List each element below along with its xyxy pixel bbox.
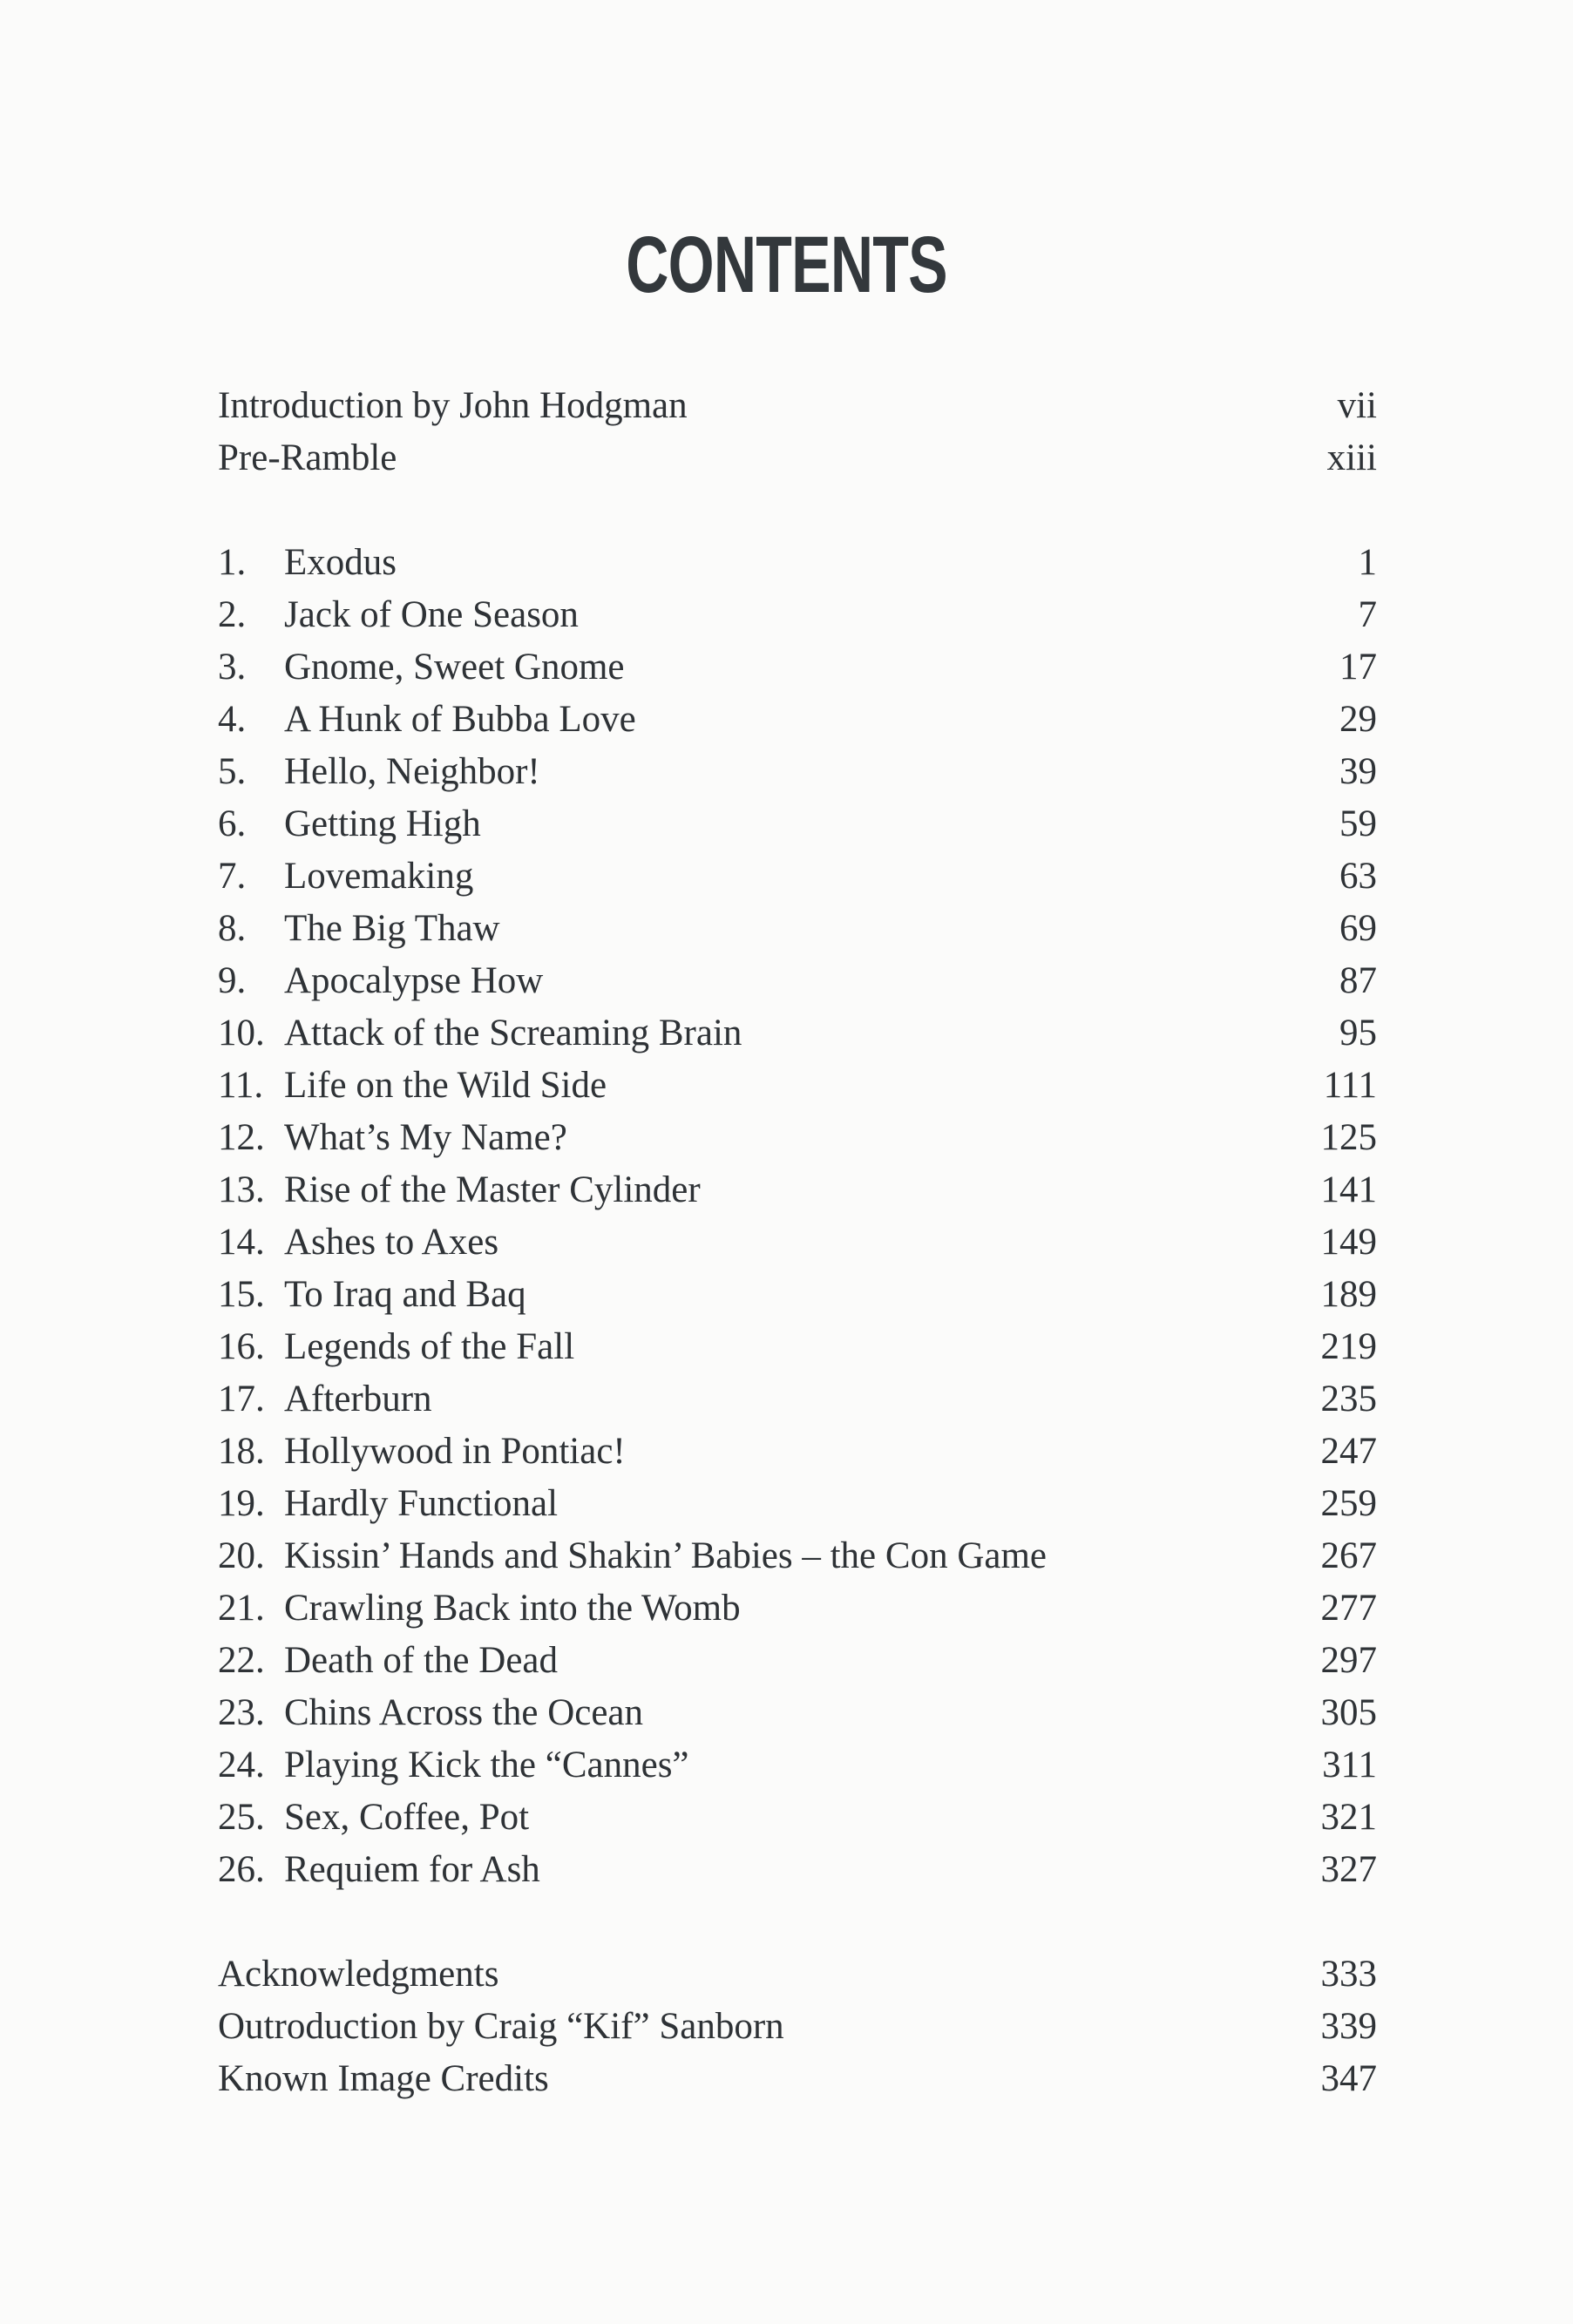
chapter-number: 16. — [218, 1326, 265, 1367]
toc-entry[interactable] — [218, 530, 1377, 582]
chapter-number: 7. — [218, 856, 247, 897]
chapter-number: 11. — [218, 1065, 264, 1106]
page-number: xiii — [1326, 437, 1377, 478]
entry-title: Lovemaking — [284, 856, 474, 897]
toc-entry[interactable] — [218, 844, 1377, 896]
toc-entry[interactable] — [218, 1314, 1377, 1366]
toc-entry[interactable] — [218, 1680, 1377, 1732]
entry-title: Afterburn — [284, 1379, 432, 1419]
chapter-number: 20. — [218, 1535, 265, 1576]
page-number: 305 — [1320, 1692, 1377, 1733]
chapter-number: 12. — [218, 1117, 265, 1158]
toc-entry[interactable] — [218, 1837, 1377, 1889]
toc-entry[interactable] — [218, 373, 1377, 425]
toc-entry[interactable] — [218, 1157, 1377, 1209]
page-number: 311 — [1322, 1745, 1377, 1785]
entry-title: Getting High — [284, 803, 481, 844]
toc-entry[interactable] — [218, 1523, 1377, 1575]
toc-entry[interactable] — [218, 1471, 1377, 1523]
table-of-contents — [218, 373, 1377, 2098]
entry-title: A Hunk of Bubba Love — [284, 699, 636, 740]
toc-entry[interactable] — [218, 687, 1377, 739]
page-number: 277 — [1320, 1588, 1377, 1629]
entry-title: Requiem for Ash — [284, 1849, 540, 1890]
page-number: 149 — [1320, 1222, 1377, 1263]
page-number: 59 — [1339, 803, 1377, 844]
entry-title: Apocalypse How — [284, 960, 544, 1001]
toc-entry[interactable] — [218, 634, 1377, 687]
page-number: 125 — [1320, 1117, 1377, 1158]
entry-title: Hello, Neighbor! — [284, 751, 540, 792]
toc-entry[interactable] — [218, 1105, 1377, 1157]
toc-entry[interactable] — [218, 1785, 1377, 1837]
entry-title: Rise of the Master Cylinder — [284, 1169, 701, 1210]
page-number: 17 — [1339, 647, 1377, 688]
page-number: 95 — [1339, 1013, 1377, 1054]
entry-title: Gnome, Sweet Gnome — [284, 647, 625, 688]
toc-entry[interactable] — [218, 1732, 1377, 1785]
chapter-number: 6. — [218, 803, 247, 844]
chapter-number: 2. — [218, 594, 247, 635]
page-number: 267 — [1320, 1535, 1377, 1576]
chapter-number: 4. — [218, 699, 247, 740]
page-number: 63 — [1339, 856, 1377, 897]
chapter-number: 1. — [218, 542, 247, 583]
entry-title: Kissin’ Hands and Shakin’ Babies – the Con Game — [284, 1535, 1047, 1576]
page-number: 141 — [1320, 1169, 1377, 1210]
entry-title: Ashes to Axes — [284, 1222, 499, 1263]
toc-entry[interactable] — [218, 1628, 1377, 1680]
chapter-number: 18. — [218, 1431, 265, 1472]
entry-title: Crawling Back into the Womb — [284, 1588, 741, 1629]
page-number: 39 — [1339, 751, 1377, 792]
page-number: 333 — [1320, 1954, 1377, 1995]
entry-title: Introduction by John Hodgman — [218, 385, 688, 426]
toc-entry[interactable] — [218, 1575, 1377, 1628]
page-number: 29 — [1339, 699, 1377, 740]
toc-entry[interactable] — [218, 1262, 1377, 1314]
entry-title: Pre-Ramble — [218, 437, 397, 478]
entry-title: Death of the Dead — [284, 1640, 558, 1681]
page-number: 7 — [1358, 594, 1377, 635]
page-number: 1 — [1358, 542, 1377, 583]
chapter-number: 8. — [218, 908, 247, 949]
toc-entry[interactable] — [218, 791, 1377, 844]
page-number: 219 — [1320, 1326, 1377, 1367]
chapter-number: 19. — [218, 1483, 265, 1524]
entry-title: What’s My Name? — [284, 1117, 567, 1158]
page-number: 259 — [1320, 1483, 1377, 1524]
entry-title: Jack of One Season — [284, 594, 579, 635]
chapter-number: 3. — [218, 647, 247, 688]
page-number: 247 — [1320, 1431, 1377, 1472]
toc-entry[interactable] — [218, 1366, 1377, 1419]
page-number: 297 — [1320, 1640, 1377, 1681]
entry-title: Playing Kick the “Cannes” — [284, 1745, 689, 1785]
chapter-number: 21. — [218, 1588, 265, 1629]
page-number: 235 — [1320, 1379, 1377, 1419]
toc-entry[interactable] — [218, 948, 1377, 1000]
toc-entry[interactable] — [218, 1053, 1377, 1105]
entry-title: Attack of the Screaming Brain — [284, 1013, 742, 1054]
toc-entry[interactable] — [218, 1419, 1377, 1471]
entry-title: Hollywood in Pontiac! — [284, 1431, 626, 1472]
chapter-number: 14. — [218, 1222, 265, 1263]
toc-entry[interactable] — [218, 896, 1377, 948]
entry-title: Exodus — [284, 542, 397, 583]
toc-entry[interactable] — [218, 1209, 1377, 1262]
chapter-number: 22. — [218, 1640, 265, 1681]
back-matter-list — [218, 1941, 1377, 2098]
page-number: 189 — [1320, 1274, 1377, 1315]
toc-entry[interactable] — [218, 1994, 1377, 2046]
page-number: 87 — [1339, 960, 1377, 1001]
chapter-number: 24. — [218, 1745, 265, 1785]
chapter-number: 15. — [218, 1274, 265, 1315]
chapter-number: 26. — [218, 1849, 265, 1890]
chapter-number: 25. — [218, 1797, 265, 1838]
page-number: vii — [1337, 385, 1377, 426]
chapter-number: 17. — [218, 1379, 265, 1419]
chapter-list — [218, 530, 1377, 1889]
page-number: 347 — [1320, 2058, 1377, 2099]
entry-title: Outroduction by Craig “Kif” Sanborn — [218, 2006, 784, 2047]
page-number: 339 — [1320, 2006, 1377, 2047]
front-matter-list — [218, 373, 1377, 478]
page-number: 69 — [1339, 908, 1377, 949]
entry-title: Life on the Wild Side — [284, 1065, 607, 1106]
chapter-number: 23. — [218, 1692, 265, 1733]
page-number: 321 — [1320, 1797, 1377, 1838]
toc-entry[interactable] — [218, 1000, 1377, 1053]
toc-entry[interactable] — [218, 1941, 1377, 1994]
chapter-number: 9. — [218, 960, 247, 1001]
page-title: CONTENTS — [626, 220, 947, 309]
toc-entry[interactable] — [218, 739, 1377, 791]
chapter-number: 13. — [218, 1169, 265, 1210]
entry-title: Legends of the Fall — [284, 1326, 575, 1367]
page-number: 327 — [1320, 1849, 1377, 1890]
chapter-number: 10. — [218, 1013, 265, 1054]
entry-title: Sex, Coffee, Pot — [284, 1797, 530, 1838]
chapter-number: 5. — [218, 751, 247, 792]
toc-entry[interactable] — [218, 2046, 1377, 2098]
entry-title: The Big Thaw — [284, 908, 500, 949]
entry-title: Acknowledgments — [218, 1954, 499, 1995]
entry-title: Chins Across the Ocean — [284, 1692, 644, 1733]
entry-title: Known Image Credits — [218, 2058, 549, 2099]
entry-title: Hardly Functional — [284, 1483, 559, 1524]
page-number: 111 — [1323, 1065, 1377, 1106]
toc-entry[interactable] — [218, 582, 1377, 634]
toc-entry[interactable] — [218, 425, 1377, 478]
entry-title: To Iraq and Baq — [284, 1274, 526, 1315]
